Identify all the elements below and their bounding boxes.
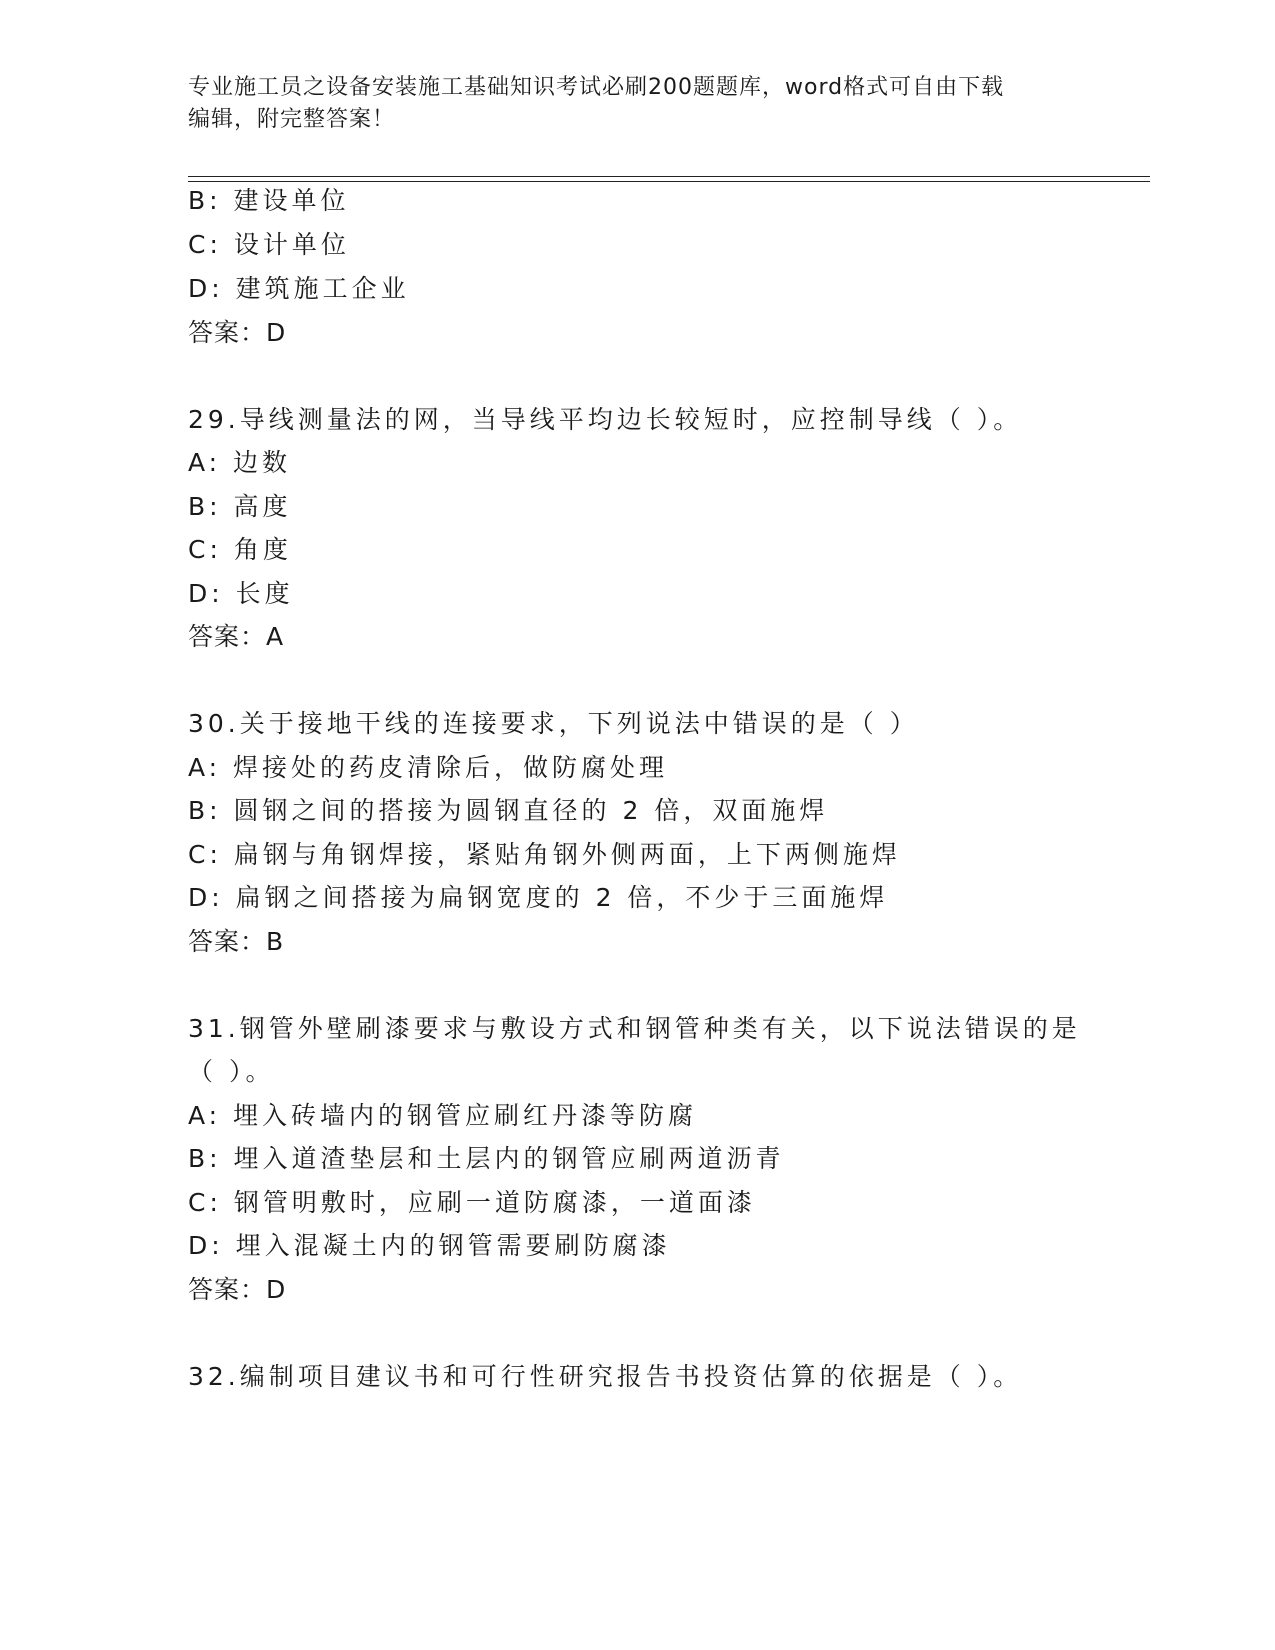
q31-option-a: A: 埋入砖墙内的钢管应刷红丹漆等防腐 [188,1101,698,1130]
q28-option-b: B: 建设单位 [188,186,350,215]
q31-option-b: B: 埋入道渣垫层和土层内的钢管应刷两道沥青 [188,1144,785,1173]
header-rule-bottom [188,181,1150,182]
q30-option-b: B: 圆钢之间的搭接为圆钢直径的 2 倍，双面施焊 [188,796,829,825]
q29-option-a: A: 边数 [188,448,292,477]
q30-option-a: A: 焊接处的药皮清除后，做防腐处理 [188,753,669,782]
q31-question-line-1: 31.钢管外壁刷漆要求与敷设方式和钢管种类有关，以下说法错误的是 [188,1014,1081,1043]
q30-question: 30.关于接地干线的连接要求，下列说法中错误的是（ ） [188,709,919,738]
q31-option-d: D: 埋入混凝土内的钢管需要刷防腐漆 [188,1231,671,1260]
q28-option-d: D: 建筑施工企业 [188,274,410,303]
header-line-2: 编辑，附完整答案！ [188,107,396,132]
q29-option-b: B: 高度 [188,492,292,521]
q29-question: 29.导线测量法的网，当导线平均边长较短时，应控制导线（ ）。 [188,405,1023,434]
document-header [188,72,1088,136]
q30-option-d: D: 扁钢之间搭接为扁钢宽度的 2 倍，不少于三面施焊 [188,883,889,912]
q29-option-d: D: 长度 [188,579,294,608]
q30-option-c: C: 扁钢与角钢焊接，紧贴角钢外侧两面，上下两侧施焊 [188,840,901,869]
q29-answer: 答案：A [188,622,285,651]
q30-answer: 答案：B [188,927,285,956]
header-rule-top [188,176,1150,177]
q29-option-c: C: 角度 [188,535,292,564]
q32-question: 32.编制项目建议书和可行性研究报告书投资估算的依据是（ ）。 [188,1362,1023,1391]
q28-option-c: C: 设计单位 [188,230,350,259]
q31-question-line-2: （ ）。 [188,1057,275,1086]
q28-answer: 答案：D [188,318,287,347]
q31-answer: 答案：D [188,1275,287,1304]
header-line-1: 专业施工员之设备安装施工基础知识考试必刷200题题库，word格式可自由下载 [188,75,1005,100]
q31-option-c: C: 钢管明敷时，应刷一道防腐漆，一道面漆 [188,1188,756,1217]
